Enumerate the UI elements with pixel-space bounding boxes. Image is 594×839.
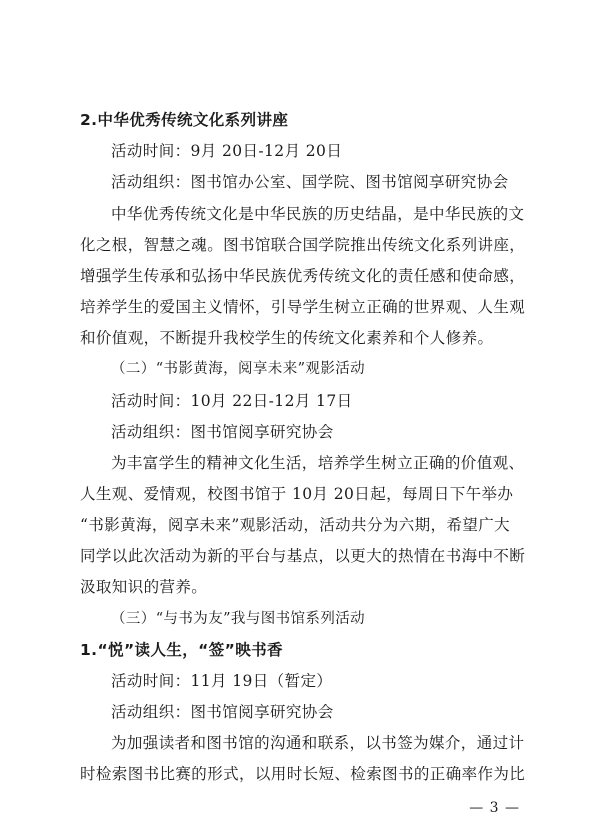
activity-organizer: 活动组织：图书馆办公室、国学院、图书馆阅享研究协会	[111, 173, 509, 191]
activity-organizer: 活动组织：图书馆阅享研究协会	[111, 423, 334, 441]
paragraph-line: 培养学生的爱国主义情怀，引导学生树立正确的世界观、人生观	[80, 298, 526, 316]
subsection-heading-bookmark: 1.“悦”读人生，“签”映书香	[80, 641, 283, 659]
section-heading-lecture-series: 2.中华优秀传统文化系列讲座	[80, 111, 289, 129]
activity-time: 活动时间：10月 22日-12月 17日	[111, 392, 353, 410]
section-heading-film-activity: （二）“书影黄海，阅享未来”观影活动	[111, 361, 366, 377]
paragraph-line: 时检索图书比赛的形式，以用时长短、检索图书的正确率作为比	[80, 765, 526, 783]
paragraph-line: 中华优秀传统文化是中华民族的历史结晶，是中华民族的文	[111, 205, 525, 223]
paragraph-line: 人生观、爱情观，校图书馆于 10月 20日起，每周日下午举办	[80, 485, 514, 503]
activity-organizer: 活动组织：图书馆阅享研究协会	[111, 703, 334, 721]
paragraph-line: 为加强读者和图书馆的沟通和联系，以书签为媒介，通过计	[111, 734, 525, 752]
paragraph-line: 汲取知识的营养。	[80, 578, 208, 596]
paragraph-line: 化之根，智慧之魂。图书馆联合国学院推出传统文化系列讲座，	[80, 236, 526, 254]
paragraph-line: 同学以此次活动为新的平台与基点，以更大的热情在书海中不断	[80, 547, 526, 565]
activity-time: 活动时间：9月 20日-12月 20日	[111, 142, 343, 160]
paragraph-line: 和价值观，不断提升我校学生的传统文化素养和个人修养。	[80, 329, 494, 347]
paragraph-line: 为丰富学生的精神文化生活，培养学生树立正确的价值观、	[111, 454, 525, 472]
section-heading-library-series: （三）“与书为友”我与图书馆系列活动	[111, 611, 366, 627]
paragraph-line: 增强学生传承和弘扬中华民族优秀传统文化的责任感和使命感，	[80, 267, 526, 285]
activity-time: 活动时间：11月 19日（暂定）	[111, 672, 333, 690]
page-number: — 3 —	[469, 800, 520, 816]
paragraph-line: “书影黄海，阅享未来”观影活动，活动共分为六期，希望广大	[80, 516, 511, 534]
